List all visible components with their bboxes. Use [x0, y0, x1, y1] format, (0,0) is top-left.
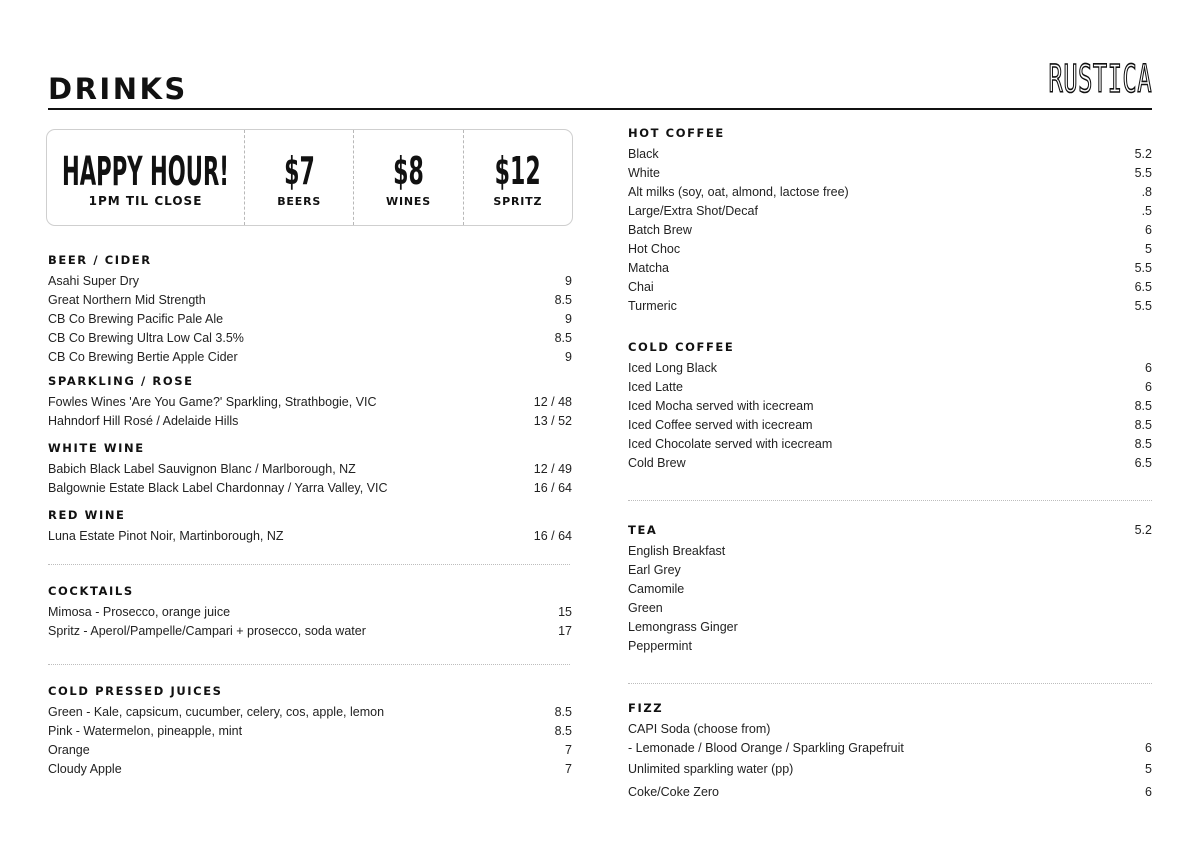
section-title: WHITE WINE [48, 441, 145, 455]
happy-hour-title-cell [47, 130, 244, 225]
rustica-logo: RUSTICA [1048, 57, 1152, 101]
menu-item [628, 637, 1152, 656]
menu-item [628, 416, 1152, 435]
section-white-wine [48, 441, 572, 498]
item-list [48, 272, 572, 367]
item-price: 9 [565, 350, 572, 364]
item-price: 15 [558, 605, 572, 619]
menu-item [628, 783, 1152, 806]
item-price: 5.5 [1134, 261, 1152, 275]
item-name: Orange [48, 743, 90, 757]
item-price: 16 / 64 [533, 529, 572, 543]
item-price: 9 [565, 312, 572, 326]
menu-item [48, 329, 572, 348]
menu-item [48, 527, 572, 546]
item-name: Peppermint [628, 639, 692, 653]
item-name: Green [628, 601, 663, 615]
section-title: FIZZ [628, 701, 664, 715]
section-title: BEER / CIDER [48, 253, 152, 267]
item-price: 6 [1145, 741, 1152, 755]
item-price: 9 [565, 274, 572, 288]
menu-item [628, 145, 1152, 164]
menu-item [48, 760, 572, 779]
happy-hour-title: HAPPY HOUR! [62, 148, 229, 195]
menu-item [628, 580, 1152, 599]
item-list [48, 460, 572, 498]
item-list [628, 145, 1152, 316]
item-price: 12 / 48 [533, 395, 572, 409]
section-price: 5.2 [1134, 523, 1152, 537]
item-name: Chai [628, 280, 654, 294]
happy-hour-price: $8 [393, 149, 424, 193]
item-name: - Lemonade / Blood Orange / Sparkling Grapefruit [628, 741, 904, 755]
menu-item [628, 435, 1152, 454]
item-price: 8.5 [1134, 418, 1152, 432]
item-name: Spritz - Aperol/Pampelle/Campari + prosecco, soda water [48, 624, 366, 638]
happy-hour-label: BEERS [277, 195, 322, 208]
item-name: Lemongrass Ginger [628, 620, 738, 634]
item-price: 12 / 49 [533, 462, 572, 476]
happy-hour-spritz [463, 130, 572, 225]
menu-item [628, 202, 1152, 221]
menu-item [48, 741, 572, 760]
page-title: DRINKS [48, 72, 188, 106]
menu-item [628, 739, 1152, 760]
menu-item [628, 259, 1152, 278]
section-sparkling-rose [48, 374, 572, 431]
section-hot-coffee [628, 126, 1152, 316]
item-price: 6.5 [1134, 280, 1152, 294]
item-list [48, 603, 572, 641]
menu-item [628, 221, 1152, 240]
happy-hour-price: $12 [494, 149, 541, 193]
menu-item [628, 397, 1152, 416]
header-rule [48, 108, 1152, 110]
item-name: Cloudy Apple [48, 762, 122, 776]
happy-hour-wines [353, 130, 462, 225]
item-name: Luna Estate Pinot Noir, Martinborough, NZ [48, 529, 284, 543]
happy-hour-box [46, 129, 573, 226]
item-price: 7 [565, 743, 572, 757]
item-price: 7 [565, 762, 572, 776]
menu-item [628, 542, 1152, 561]
item-name: Balgownie Estate Black Label Chardonnay / Yarra Valley, VIC [48, 481, 388, 495]
section-divider [628, 683, 1152, 684]
item-name: Black [628, 147, 659, 161]
section-title: HOT COFFEE [628, 126, 725, 140]
item-price: 6 [1145, 361, 1152, 375]
item-price: 8.5 [554, 331, 572, 345]
section-title: RED WINE [48, 508, 126, 522]
item-name: Hot Choc [628, 242, 681, 256]
menu-item [628, 378, 1152, 397]
section-title: SPARKLING / ROSE [48, 374, 194, 388]
section-red-wine [48, 508, 572, 546]
menu-item [628, 618, 1152, 637]
section-cold-pressed-juices [48, 684, 572, 779]
item-name: CB Co Brewing Bertie Apple Cider [48, 350, 238, 364]
menu-item [628, 297, 1152, 316]
item-price: 8.5 [1134, 399, 1152, 413]
item-price: 8.5 [554, 293, 572, 307]
item-price: .5 [1141, 204, 1152, 218]
section-cold-coffee [628, 340, 1152, 473]
item-list [628, 720, 1152, 806]
item-name: Batch Brew [628, 223, 692, 237]
menu-item [628, 720, 1152, 739]
item-price: 6 [1145, 785, 1152, 799]
happy-hour-time: 1PM TIL CLOSE [88, 193, 203, 208]
item-list [48, 527, 572, 546]
item-list [48, 393, 572, 431]
item-name: Large/Extra Shot/Decaf [628, 204, 758, 218]
section-divider [628, 500, 1152, 501]
item-price: 5.5 [1134, 166, 1152, 180]
item-name: Alt milks (soy, oat, almond, lactose free) [628, 185, 849, 199]
menu-item [48, 703, 572, 722]
menu-item [48, 393, 572, 412]
menu-item [628, 240, 1152, 259]
item-name: Asahi Super Dry [48, 274, 140, 288]
item-name: Iced Coffee served with icecream [628, 418, 813, 432]
menu-item [48, 412, 572, 431]
item-name: Iced Long Black [628, 361, 717, 375]
item-name: Cold Brew [628, 456, 686, 470]
item-list [628, 542, 1152, 656]
item-name: Hahndorf Hill Rosé / Adelaide Hills [48, 414, 239, 428]
item-name: Pink - Watermelon, pineapple, mint [48, 724, 243, 738]
item-name: English Breakfast [628, 544, 726, 558]
item-price: 5.2 [1134, 147, 1152, 161]
menu-item [48, 460, 572, 479]
item-price: 6.5 [1134, 456, 1152, 470]
menu-item [628, 561, 1152, 580]
item-name: Iced Latte [628, 380, 683, 394]
item-name: Unlimited sparkling water (pp) [628, 762, 794, 776]
item-name: CB Co Brewing Pacific Pale Ale [48, 312, 224, 326]
menu-item [48, 348, 572, 367]
item-price: 6 [1145, 223, 1152, 237]
section-cocktails [48, 584, 572, 641]
menu-item [48, 310, 572, 329]
happy-hour-price: $7 [283, 149, 315, 193]
menu-item [628, 599, 1152, 618]
menu-item [628, 359, 1152, 378]
item-name: Earl Grey [628, 563, 681, 577]
menu-item [628, 760, 1152, 783]
item-price: 6 [1145, 380, 1152, 394]
item-name: Babich Black Label Sauvignon Blanc / Marlborough, NZ [48, 462, 356, 476]
item-price: 5 [1145, 242, 1152, 256]
menu-item [48, 291, 572, 310]
menu-item [48, 722, 572, 741]
item-price: 8.5 [554, 705, 572, 719]
item-price: 13 / 52 [533, 414, 572, 428]
menu-item [628, 454, 1152, 473]
item-name: Iced Chocolate served with icecream [628, 437, 833, 451]
item-name: Turmeric [628, 299, 677, 313]
menu-item [48, 603, 572, 622]
item-name: Green - Kale, capsicum, cucumber, celery, cos, apple, lemon [48, 705, 385, 719]
item-price: .8 [1141, 185, 1152, 199]
item-name: CAPI Soda (choose from) [628, 722, 771, 736]
item-name: Fowles Wines 'Are You Game?' Sparkling, Strathbogie, VIC [48, 395, 377, 409]
happy-hour-beers [244, 130, 353, 225]
item-name: Coke/Coke Zero [628, 785, 720, 799]
happy-hour-label: WINES [386, 195, 431, 208]
item-list [628, 359, 1152, 473]
section-beer-cider [48, 253, 572, 367]
menu-item [628, 183, 1152, 202]
item-name: Camomile [628, 582, 685, 596]
item-list [48, 703, 572, 779]
item-name: Iced Mocha served with icecream [628, 399, 814, 413]
section-tea [628, 523, 1152, 656]
section-divider [48, 564, 570, 565]
item-price: 5 [1145, 762, 1152, 776]
section-divider [48, 664, 570, 665]
item-name: Great Northern Mid Strength [48, 293, 206, 307]
menu-item [48, 622, 572, 641]
section-title: TEA [628, 523, 658, 537]
item-price: 17 [558, 624, 572, 638]
section-title: COLD PRESSED JUICES [48, 684, 223, 698]
menu-item [48, 272, 572, 291]
item-name: Mimosa - Prosecco, orange juice [48, 605, 231, 619]
item-name: White [628, 166, 660, 180]
item-price: 8.5 [554, 724, 572, 738]
item-price: 16 / 64 [533, 481, 572, 495]
section-title: COLD COFFEE [628, 340, 735, 354]
item-price: 8.5 [1134, 437, 1152, 451]
menu-item [628, 278, 1152, 297]
section-title: COCKTAILS [48, 584, 134, 598]
menu-item [628, 164, 1152, 183]
happy-hour-label: SPRITZ [493, 195, 543, 208]
menu-item [48, 479, 572, 498]
item-name: Matcha [628, 261, 669, 275]
item-price: 5.5 [1134, 299, 1152, 313]
item-name: CB Co Brewing Ultra Low Cal 3.5% [48, 331, 244, 345]
section-fizz [628, 701, 1152, 806]
